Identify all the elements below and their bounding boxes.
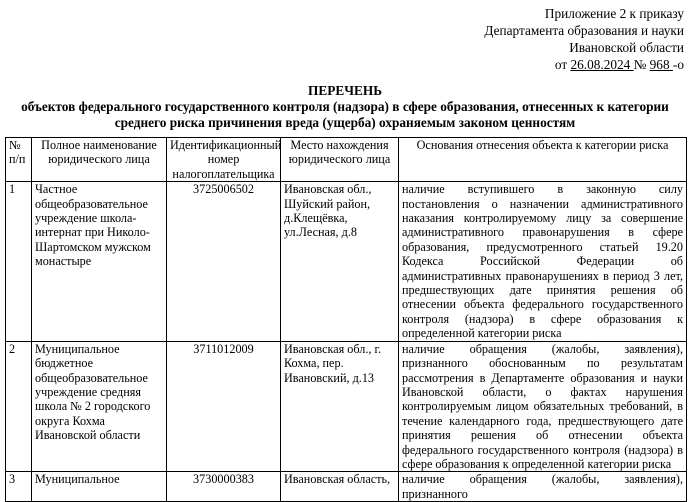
order-from-label: от (554, 57, 571, 72)
row-number: 1 (6, 182, 32, 341)
appendix-line: Департамента образования и науки (484, 23, 684, 38)
order-number-sign: № (633, 57, 650, 72)
column-header-basis: Основания отнесения объекта к категории риска (399, 138, 687, 182)
table-row (6, 341, 687, 472)
risk-basis: наличие обращения (жалобы, заявления), признанного (399, 472, 687, 502)
document-subtitle-line1: объектов федерального государственного контроля (надзора) в сфере образования, отнесенных к категории (21, 99, 669, 114)
order-number: 968 (649, 57, 673, 72)
document-subtitle-line2: среднего риска причинения вреда (ущерба) охраняемым законом ценностям (114, 115, 576, 130)
organization-address: Ивановская обл., г. Кохма, пер. Ивановский, д.13 (281, 341, 399, 472)
table-row (6, 472, 687, 502)
organization-name: Частное общеобразовательное учреждение школа-интернат при Николо-Шартомском мужском монастыре (32, 182, 167, 341)
appendix-block (464, 5, 684, 73)
column-header-address: Место нахождения юридического лица (281, 138, 399, 182)
taxpayer-id: 3711012009 (167, 341, 281, 472)
row-number: 3 (6, 472, 32, 502)
organization-name: Муниципальное (32, 472, 167, 502)
appendix-line: Приложение 2 к приказу (544, 6, 684, 21)
column-header-name: Полное наименование юридического лица (32, 138, 167, 182)
risk-objects-table (5, 137, 687, 502)
table-header-row (6, 138, 687, 182)
taxpayer-id: 3730000383 (167, 472, 281, 502)
risk-basis: наличие вступившего в законную силу постановления о назначении административного наказания контролируемому лицу за совершение административного правонарушения в сфере образования, предусмотренного статьей 19.20 Кодекса Российской Федерации об административных правонарушениях в период 3 лет, предшествующих дате принятия решения об отнесении объекта федерального государственного контроля (надзора) в сфере образования к определенной категории риска (399, 182, 687, 341)
risk-basis: наличие обращения (жалобы, заявления), признанного обоснованным по результатам рассмотрения в Департаменте образования и науки Ивановской области, о фактах нарушения контролируемым лицом обязательных требований, в течение календарного года, предшествующего дате принятия решения об отнесении объекта федерального государственного контроля (надзора) в сфере образования к определенной категории риска (399, 341, 687, 472)
organization-address: Ивановская обл., Шуйский район, д.Клещёвка, ул.Лесная, д.8 (281, 182, 399, 341)
appendix-line: Ивановской области (569, 40, 684, 55)
order-suffix: -о (672, 57, 684, 72)
table-row (6, 182, 687, 341)
column-header-number: № п/п (6, 138, 32, 182)
taxpayer-id: 3725006502 (167, 182, 281, 341)
row-number: 2 (6, 341, 32, 472)
order-reference (464, 56, 684, 73)
column-header-inn: Идентификационный номер налогоплательщика (167, 138, 281, 182)
document-title: ПЕРЕЧЕНЬ (308, 83, 382, 98)
organization-name: Муниципальное бюджетное общеобразовательное учреждение средняя школа № 2 городского округа Кохма Ивановской области (32, 341, 167, 472)
order-date: 26.08.2024 (570, 57, 634, 72)
organization-address: Ивановская область, (281, 472, 399, 502)
